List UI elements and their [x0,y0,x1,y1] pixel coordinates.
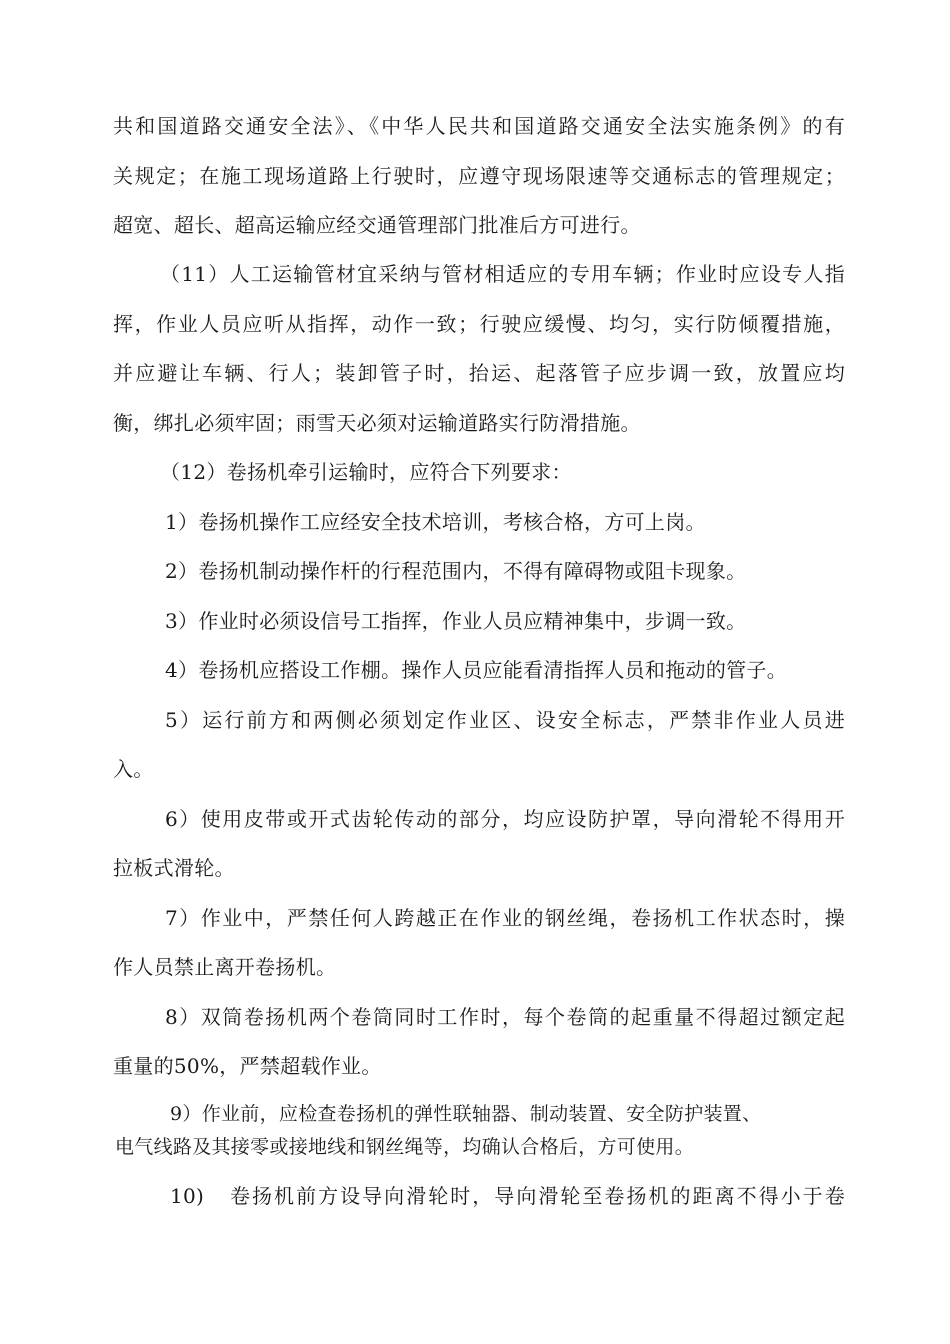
text-line: （11）人工运输管材宜采纳与管材相适应的专用车辆；作业时应设专人指 [160,262,845,286]
text-line: 电气线路及其接零或接地线和钢丝绳等，均确认合格后，方可使用。 [115,1136,695,1158]
text-line: 重量的50%，严禁超载作业。 [113,1054,382,1078]
text-line: 挥，作业人员应听从指挥，动作一致；行驶应缓慢、均匀，实行防倾覆措施， [113,312,845,336]
list-item: 6）使用皮带或开式齿轮传动的部分，均应设防护罩，导向滑轮不得用开 [165,807,845,831]
list-item: 2）卷扬机制动操作杆的行程范围内，不得有障碍物或阻卡现象。 [165,559,747,583]
text-line: （12）卷扬机牵引运输时，应符合下列要求： [160,460,572,484]
list-item: 5）运行前方和两侧必须划定作业区、设安全标志，严禁非作业人员进 [165,708,845,732]
list-item: 7）作业中，严禁任何人跨越正在作业的钢丝绳，卷扬机工作状态时，操 [165,906,845,930]
text-line: 入。 [113,757,154,781]
text-line: 并应避让车辆、行人；装卸管子时，抬运、起落管子应步调一致，放置应均 [113,361,845,385]
text-line: 关规定；在施工现场道路上行驶时，应遵守现场限速等交通标志的管理规定； [113,164,845,188]
text-line: 作人员禁止离开卷扬机。 [113,955,337,979]
list-item: 8）双筒卷扬机两个卷筒同时工作时，每个卷筒的起重量不得超过额定起 [165,1005,845,1029]
list-item: 4）卷扬机应搭设工作棚。操作人员应能看清指挥人员和拖动的管子。 [165,658,788,682]
list-item: 3）作业时必须设信号工指挥，作业人员应精神集中，步调一致。 [165,609,747,633]
text-line: 衡，绑扎必须牢固；雨雪天必须对运输道路实行防滑措施。 [113,411,641,435]
list-item: 1）卷扬机操作工应经安全技术培训，考核合格，方可上岗。 [165,510,706,534]
list-item-number: 10) [170,1184,205,1208]
text-line: 超宽、超长、超高运输应经交通管理部门批准后方可进行。 [113,213,641,237]
list-item: 卷扬机前方设导向滑轮时，导向滑轮至卷扬机的距离不得小于卷 [230,1184,845,1208]
text-line: 共和国道路交通安全法》、《中华人民共和国道路交通安全法实施条例》的有 [113,114,845,138]
text-line: 拉板式滑轮。 [113,856,235,880]
list-item: 9）作业前，应检查卷扬机的弹性联轴器、制动装置、安全防护装置、 [170,1103,762,1125]
